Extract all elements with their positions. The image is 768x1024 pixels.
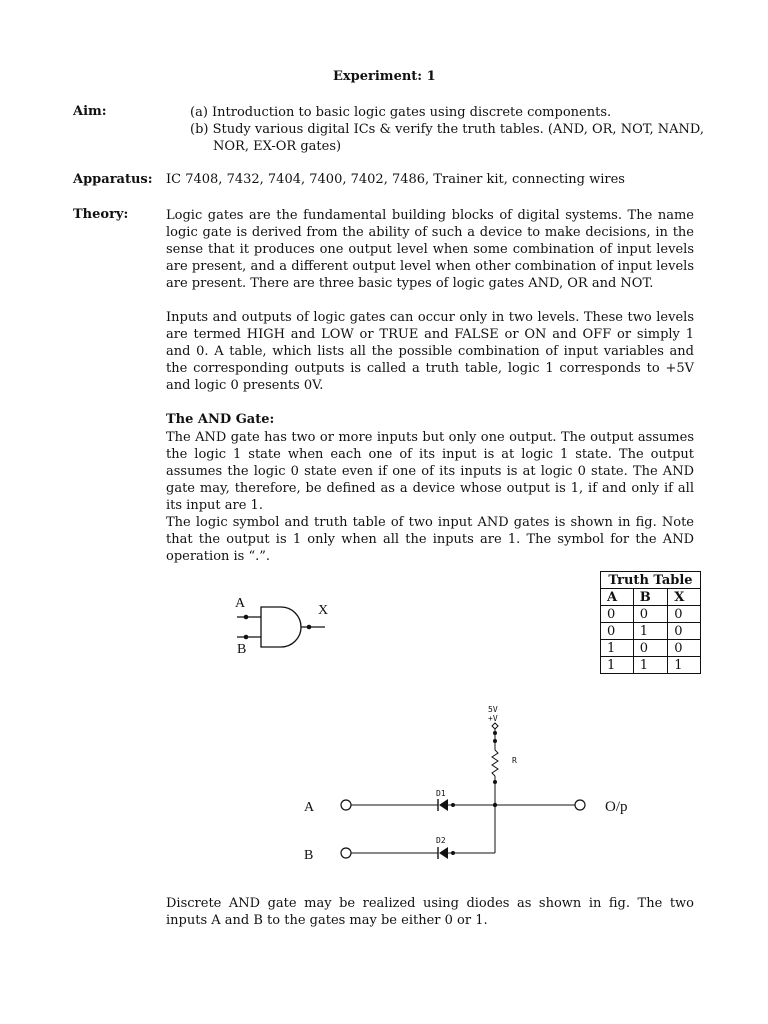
resistor-icon [492, 750, 498, 776]
table-cell: 0 [601, 606, 634, 623]
truth-table [600, 571, 701, 674]
input-a-terminal [341, 800, 351, 810]
circuit-input-a-label: A [304, 800, 315, 815]
truth-table-title: Truth Table [601, 572, 701, 589]
output-terminal [575, 800, 585, 810]
diode-d2-label: D2 [436, 836, 446, 845]
and-gate-body [261, 607, 301, 647]
theory-label: Theory: [73, 207, 129, 222]
diode-d1-label: D1 [436, 789, 446, 798]
supply-v-label: +V [488, 714, 498, 723]
circuit-input-b-label: B [304, 848, 314, 863]
supply-5v-label: 5V [488, 705, 498, 714]
resistor-label: R [512, 756, 517, 765]
circuit-output-label: O/p [605, 799, 628, 815]
and-gate-symbol [225, 590, 345, 665]
rail-node [493, 780, 497, 784]
input-b-node [244, 635, 249, 640]
table-row [601, 606, 701, 623]
table-cell: 0 [668, 606, 701, 623]
table-row [601, 623, 701, 640]
diode-d1-icon [439, 799, 448, 811]
supply-node [493, 739, 497, 743]
table-cell: 0 [668, 623, 701, 640]
table-row [601, 640, 701, 657]
symbol-output-label: X [318, 603, 329, 618]
supply-terminal-icon [492, 723, 498, 729]
d1-node [451, 803, 455, 807]
table-cell: 1 [668, 657, 701, 674]
supply-node [493, 731, 497, 735]
closing-paragraph: Discrete AND gate may be realized using diodes as shown in fig. The two inputs A and B to the gates may be either 0 or 1. [166, 896, 694, 928]
input-a-node [244, 615, 249, 620]
aim-label: Aim: [73, 104, 107, 119]
table-cell: 0 [633, 640, 667, 657]
table-cell: 0 [633, 606, 667, 623]
symbol-input-b-label: B [237, 642, 247, 657]
aim-line-b-cont: NOR, EX-OR gates) [213, 139, 342, 154]
diode-and-circuit [295, 700, 645, 870]
table-cell: 1 [601, 640, 634, 657]
apparatus-text: IC 7408, 7432, 7404, 7400, 7402, 7486, Trainer kit, connecting wires [166, 172, 625, 187]
truth-table-header: B [633, 589, 667, 606]
input-b-terminal [341, 848, 351, 858]
table-cell: 1 [633, 623, 667, 640]
truth-table-header: A [601, 589, 634, 606]
table-cell: 0 [601, 623, 634, 640]
table-cell: 1 [601, 657, 634, 674]
apparatus-label: Apparatus: [73, 172, 153, 187]
and-gate-paragraph-1: The AND gate has two or more inputs but only one output. The output assumes the logic 1 state when each one of its input is at logic 1 state. The output assumes the logic 0 state even if one of its inputs is at logic 0 state. The AND gate may, therefore, be defined as a device whose output is 1, if and only if all its input are 1. [166, 430, 694, 513]
table-cell: 0 [668, 640, 701, 657]
theory-paragraph-1: Logic gates are the fundamental building blocks of digital systems. The name logic gate is derived from the ability of such a device to make decisions, in the sense that it produces one output level when some combination of input levels are present, and a different output level when other combination of input levels are present. There are three basic types of logic gates AND, OR and NOT. [166, 208, 694, 291]
and-gate-heading: The AND Gate: [166, 412, 275, 427]
table-cell: 1 [633, 657, 667, 674]
page-title: Experiment: 1 [333, 69, 436, 84]
d2-node [451, 851, 455, 855]
symbol-input-a-label: A [235, 596, 246, 611]
diode-d2-icon [439, 847, 448, 859]
aim-line-b: (b) Study various digital ICs & verify the truth tables. (AND, OR, NOT, NAND, [190, 122, 704, 137]
table-row [601, 657, 701, 674]
truth-table-header: X [668, 589, 701, 606]
and-gate-paragraph-2: The logic symbol and truth table of two input AND gates is shown in fig. Note that the output is 1 only when all the inputs are 1. The symbol for the AND operation is “.”. [166, 515, 694, 564]
output-node [307, 625, 312, 630]
theory-paragraph-2: Inputs and outputs of logic gates can occur only in two levels. These two levels are termed HIGH and LOW or TRUE and FALSE or ON and OFF or simply 1 and 0. A table, which lists all the possible combination of input variables and the corresponding outputs is called a truth table, logic 1 corresponds to +5V and logic 0 presents 0V. [166, 310, 694, 393]
aim-line-a: (a) Introduction to basic logic gates using discrete components. [190, 105, 612, 120]
